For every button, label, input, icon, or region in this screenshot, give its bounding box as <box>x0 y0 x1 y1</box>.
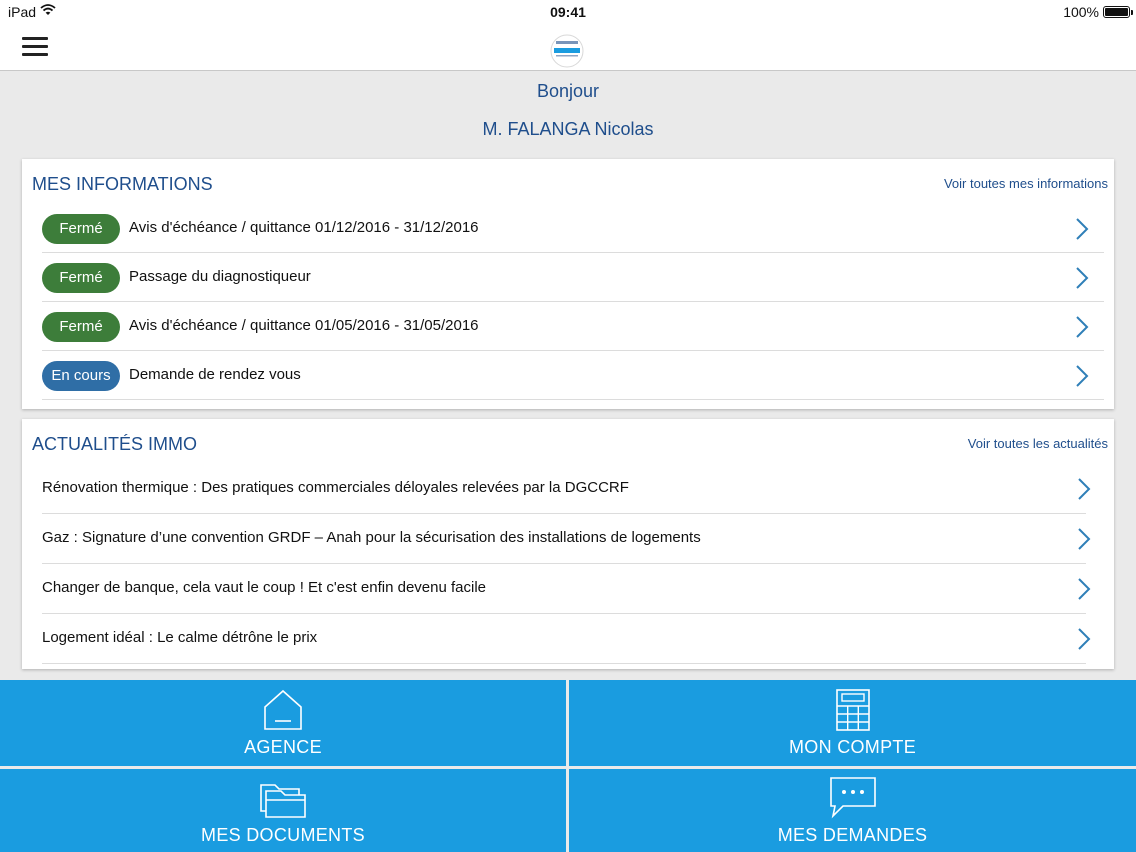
mes-documents-label: MES DOCUMENTS <box>201 825 365 845</box>
news-row-text: Gaz : Signature d’une convention GRDF – Anah pour la sécurisation des installations de logements <box>42 529 701 546</box>
chevron-right-icon <box>1074 217 1090 241</box>
battery-icon <box>1103 6 1130 18</box>
mes-demandes-label: MES DEMANDES <box>777 825 928 845</box>
news-row[interactable] <box>42 514 1086 564</box>
voir-actualites-link[interactable]: Voir toutes les actualités <box>967 436 1108 451</box>
device-name: iPad <box>8 4 37 20</box>
info-row[interactable] <box>42 204 1104 253</box>
mes-informations-card <box>22 159 1114 409</box>
actualites-title: ACTUALITÉS IMMO <box>32 434 198 454</box>
actualites-card <box>22 419 1114 669</box>
mon-compte-label: MON COMPTE <box>789 737 916 757</box>
news-row-text: Changer de banque, cela vaut le coup ! Et c'est enfin devenu facile <box>42 579 486 596</box>
status-badge: En cours <box>42 361 120 391</box>
greeting-hello: Bonjour <box>536 81 600 101</box>
chevron-right-icon <box>1076 627 1092 651</box>
mes-documents-tile[interactable] <box>0 769 566 852</box>
news-row[interactable] <box>42 564 1086 614</box>
status-badge: Fermé <box>42 263 120 293</box>
user-name: M. FALANGA Nicolas <box>482 119 654 139</box>
battery-percent: 100% <box>1063 4 1099 20</box>
mon-compte-tile[interactable] <box>569 680 1136 766</box>
clock: 09:41 <box>550 4 586 20</box>
mes-demandes-tile[interactable] <box>569 769 1136 852</box>
info-row-text: Passage du diagnostiqueur <box>129 268 311 285</box>
house-icon <box>263 689 303 731</box>
status-badge: Fermé <box>42 214 120 244</box>
brand-logo <box>548 34 586 68</box>
voir-informations-link[interactable]: Voir toutes mes informations <box>943 176 1108 191</box>
news-row-text: Logement idéal : Le calme détrône le prix <box>42 629 318 646</box>
news-row[interactable] <box>42 614 1086 664</box>
agence-tile[interactable] <box>0 680 566 766</box>
status-bar <box>0 0 1136 24</box>
chevron-right-icon <box>1074 364 1090 388</box>
info-row-text: Demande de rendez vous <box>129 366 301 383</box>
info-row[interactable] <box>42 253 1104 302</box>
calculator-icon <box>835 689 871 731</box>
mes-informations-title: MES INFORMATIONS <box>32 174 213 194</box>
status-badge: Fermé <box>42 312 120 342</box>
chevron-right-icon <box>1076 577 1092 601</box>
news-row[interactable] <box>42 464 1086 514</box>
news-row-text: Rénovation thermique : Des pratiques commerciales déloyales relevées par la DGCCRF <box>42 479 629 496</box>
chevron-right-icon <box>1076 527 1092 551</box>
chevron-right-icon <box>1074 266 1090 290</box>
info-row[interactable] <box>42 351 1104 400</box>
chevron-right-icon <box>1074 315 1090 339</box>
chat-bubble-icon <box>829 776 877 820</box>
info-row-text: Avis d'échéance / quittance 01/05/2016 - 31/05/2016 <box>129 317 479 334</box>
chevron-right-icon <box>1076 477 1092 501</box>
agence-label: AGENCE <box>244 737 322 757</box>
nav-bar <box>0 24 1136 71</box>
info-row-text: Avis d'échéance / quittance 01/12/2016 - 31/12/2016 <box>129 219 479 236</box>
hamburger-menu-icon[interactable] <box>22 37 48 57</box>
folder-icon <box>259 777 307 819</box>
info-row[interactable] <box>42 302 1104 351</box>
